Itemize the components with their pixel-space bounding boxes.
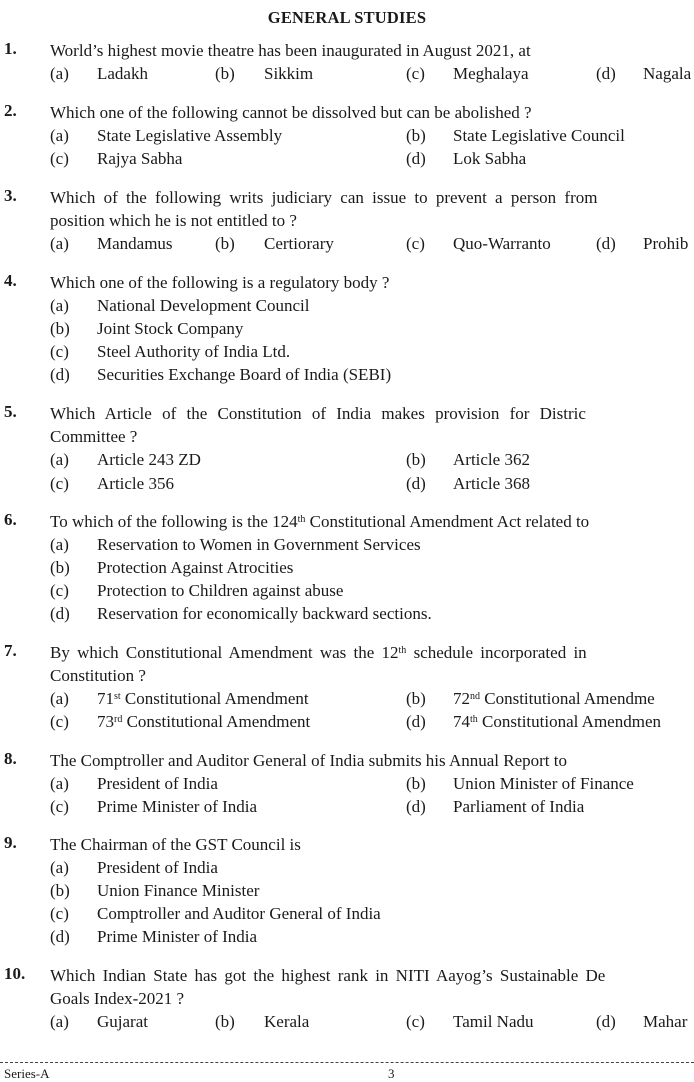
question-text: Which Article of the Constitution of India makes provision for Distric [50,404,586,423]
question-number: 10. [4,964,26,983]
question-text-continued: Constitution ? [50,666,146,685]
question-number: 1. [4,39,17,58]
footer-series: Series-A [4,1066,50,1081]
question-number: 2. [4,101,17,120]
question-text-continued: Committee ? [50,427,138,446]
question-number: 5. [4,402,17,421]
question-text: Which one of the following cannot be dissolved but can be abolished ? [50,103,532,122]
question-number: 4. [4,271,17,290]
question-text-continued: Goals Index-2021 ? [50,989,185,1008]
question-number: 3. [4,186,17,205]
question-number: 9. [4,833,17,852]
question-text-continued: position which he is not entitled to ? [50,211,297,230]
page-title: GENERAL STUDIES [267,8,427,27]
question-text: The Comptroller and Auditor General of India submits his Annual Report to [50,751,567,770]
question-number: 8. [4,749,17,768]
question-text: By which Constitutional Amendment was the 12th schedule incorporated in [50,643,587,662]
question-text: To which of the following is the 124th Constitutional Amendment Act related to [50,512,590,531]
question-number: 7. [4,641,17,660]
page-number: 3 [388,1066,395,1081]
footer-divider [0,1062,694,1063]
question-text: Which of the following writs judiciary can issue to prevent a person from [50,188,598,207]
question-text: World’s highest movie theatre has been inaugurated in August 2021, at [50,41,531,60]
question-text: Which Indian State has got the highest rank in NITI Aayog’s Sustainable De [50,966,606,985]
question-number: 6. [4,510,17,529]
question-text: Which one of the following is a regulatory body ? [50,273,390,292]
question-text: The Chairman of the GST Council is [50,835,301,854]
